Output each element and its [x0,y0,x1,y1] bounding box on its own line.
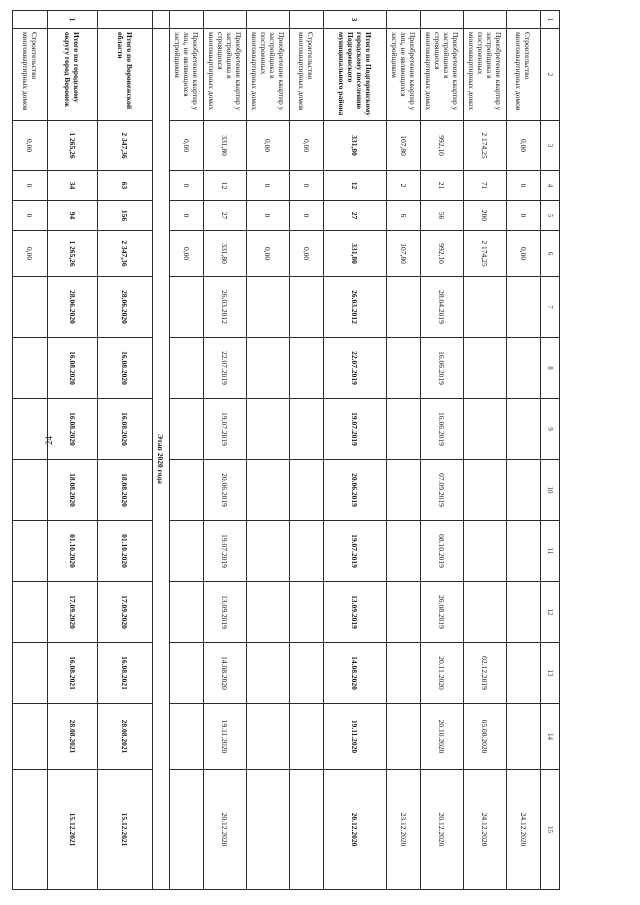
cell-c5: 94 [48,201,98,231]
cell-c14 [170,704,204,770]
cell-c10: 07.09.2019 [421,460,464,521]
cell-c5: 27 [204,201,247,231]
cell-c11: 01.10.2020 [48,521,98,582]
row-name: Строительство многоквартирных домов [507,29,541,121]
row-name: Приобретение квартир у лиц, не являющихся застройщиком [170,29,204,121]
cell-c8: 22.07.2019 [204,338,247,399]
cell-c4: 71 [464,171,507,201]
cell-c3: 0,00 [170,121,204,171]
cell-c14: 05.08.2020 [464,704,507,770]
cell-c4: 0 [507,171,541,201]
cell-c9 [387,399,421,460]
cell-c11 [13,521,48,582]
cell-c15: 15.12.2021 [98,770,153,890]
cell-c5: 200 [464,201,507,231]
cell-c10 [290,460,324,521]
cell-c14: 28.08.2021 [98,704,153,770]
cell-c14 [247,704,290,770]
cell-c6: 0,00 [290,231,324,277]
cell-c5: 6 [387,201,421,231]
cell-c9 [290,399,324,460]
cell-c11: 08.10.2019 [421,521,464,582]
table-row [170,11,204,890]
cell-c15: 23.12.2020 [387,770,421,890]
cell-c11 [507,521,541,582]
cell-c6: 992,10 [421,231,464,277]
cell-c12 [13,582,48,643]
cell-c3: 0,00 [507,121,541,171]
column-number: 2 [541,29,560,121]
cell-c14: 28.08.2021 [48,704,98,770]
row-number-cell [421,11,464,29]
row-number-cell [247,11,290,29]
cell-c13 [507,643,541,704]
cell-c6: 1 265,26 [48,231,98,277]
cell-c9 [170,399,204,460]
cell-c4: 34 [48,171,98,201]
row-name: Итого по городскому округу город Воронеж [48,29,98,121]
cell-c6: 0,00 [13,231,48,277]
cell-c3: 331,80 [204,121,247,171]
cell-c9: 16.06.2019 [421,399,464,460]
table-row [13,11,48,890]
cell-c11: 01.10.2020 [98,521,153,582]
cell-c5: 56 [421,201,464,231]
cell-c4: 0 [290,171,324,201]
cell-c9: 16.08.2020 [98,399,153,460]
cell-c9 [247,399,290,460]
cell-c5: 156 [98,201,153,231]
cell-c6: 107,80 [387,231,421,277]
cell-c13 [13,643,48,704]
column-number: 1 [541,11,560,29]
table-row [290,11,324,890]
cell-c15 [290,770,324,890]
cell-c10 [247,460,290,521]
cell-c6: 0,00 [507,231,541,277]
cell-c8 [387,338,421,399]
cell-c13: 14.08.2020 [324,643,387,704]
table-row [421,11,464,890]
column-number: 8 [541,338,560,399]
cell-c3: 1 265,26 [48,121,98,171]
page-number: 24 [44,436,54,445]
cell-c14 [290,704,324,770]
cell-c9 [464,399,507,460]
cell-c12 [507,582,541,643]
cell-c5: 0 [13,201,48,231]
table-row [204,11,247,890]
cell-c4: 0 [247,171,290,201]
cell-c11: 19.07.2019 [324,521,387,582]
total-row-voronezh [48,11,98,890]
cell-c11 [387,521,421,582]
cell-c12 [387,582,421,643]
cell-c12: 17.09.2020 [48,582,98,643]
cell-c3: 331,80 [324,121,387,171]
row-name: Строительство многоквартирных домов [290,29,324,121]
cell-c15: 24.12.2020 [464,770,507,890]
column-number: 9 [541,399,560,460]
cell-c6: 331,80 [204,231,247,277]
row-name: Приобретение квартир у застройщика в строящихся многоквартирных домах [204,29,247,121]
cell-c7 [13,277,48,338]
column-number: 3 [541,121,560,171]
column-number: 5 [541,201,560,231]
cell-c7: 28.04.2019 [421,277,464,338]
cell-c3: 992,10 [421,121,464,171]
cell-c4: 63 [98,171,153,201]
cell-c4: 0 [13,171,48,201]
cell-c9: 19.07.2019 [204,399,247,460]
cell-c15 [247,770,290,890]
cell-c4: 21 [421,171,464,201]
cell-c4: 12 [204,171,247,201]
column-number: 14 [541,704,560,770]
column-number: 13 [541,643,560,704]
cell-c7: 26.03.2012 [324,277,387,338]
cell-c15: 20.12.2020 [204,770,247,890]
cell-c13 [247,643,290,704]
column-number: 7 [541,277,560,338]
cell-c7: 28.06.2020 [48,277,98,338]
cell-c5: 0 [170,201,204,231]
cell-c10 [464,460,507,521]
cell-c10: 18.08.2020 [98,460,153,521]
stage-blank-cell [153,11,170,29]
row-number-cell [290,11,324,29]
cell-c15: 24.12.2020 [507,770,541,890]
cell-c6: 0,00 [247,231,290,277]
cell-c7 [247,277,290,338]
cell-c8 [247,338,290,399]
column-number: 11 [541,521,560,582]
cell-c6: 0,00 [170,231,204,277]
cell-c8 [170,338,204,399]
cell-c10: 20.06.2019 [324,460,387,521]
column-number-row [541,11,560,890]
stage-row [153,11,170,890]
cell-c14 [387,704,421,770]
cell-c14 [13,704,48,770]
cell-c12: 17.09.2020 [98,582,153,643]
cell-c12: 13.09.2019 [324,582,387,643]
total-row-podgorensk [324,11,387,890]
cell-c12 [290,582,324,643]
column-number: 6 [541,231,560,277]
cell-c8 [507,338,541,399]
row-number-cell: 3 [324,11,387,29]
row-number-cell [464,11,507,29]
row-name: Приобретение квартир у застройщика в построенных многоквартирных домах [247,29,290,121]
cell-c8 [13,338,48,399]
column-number: 4 [541,171,560,201]
row-number-cell [170,11,204,29]
cell-c9: 19.07.2019 [324,399,387,460]
cell-c8 [464,338,507,399]
cell-c6: 2 174,25 [464,231,507,277]
column-number: 12 [541,582,560,643]
cell-c13 [387,643,421,704]
cell-c9 [13,399,48,460]
cell-c12: 26.08.2019 [421,582,464,643]
column-number: 15 [541,770,560,890]
table-row [387,11,421,890]
cell-c7: 28.06.2020 [98,277,153,338]
row-name: Приобретение квартир у застройщика в строящихся многоквартирных домах [421,29,464,121]
row-number-cell [507,11,541,29]
cell-c6: 331,80 [324,231,387,277]
cell-c6: 2 347,36 [98,231,153,277]
cell-c8: 16.08.2020 [48,338,98,399]
cell-c3: 0,00 [247,121,290,171]
cell-c12 [170,582,204,643]
cell-c15: 15.12.2021 [48,770,98,890]
cell-c4: 2 [387,171,421,201]
cell-c7 [464,277,507,338]
cell-c3: 0,00 [13,121,48,171]
cell-c10 [13,460,48,521]
cell-c15: 20.12.2020 [324,770,387,890]
cell-c14: 19.11.2020 [204,704,247,770]
cell-c12 [464,582,507,643]
cell-c4: 0 [170,171,204,201]
cell-c8 [290,338,324,399]
row-number-cell [98,11,153,29]
cell-c13: 14.08.2020 [204,643,247,704]
cell-c3: 107,80 [387,121,421,171]
cell-c14 [507,704,541,770]
cell-c12: 13.09.2019 [204,582,247,643]
cell-c15 [13,770,48,890]
cell-c7 [387,277,421,338]
row-name: Приобретение квартир у застройщика в построенных многоквартирных домах [464,29,507,121]
cell-c9 [507,399,541,460]
cell-c7 [290,277,324,338]
row-number-cell [204,11,247,29]
cell-c11 [247,521,290,582]
table-row [507,11,541,890]
row-name: Итого по Воронежской области [98,29,153,121]
cell-c5: 0 [290,201,324,231]
data-table [12,10,560,890]
cell-c5: 0 [507,201,541,231]
cell-c11: 19.07.2019 [204,521,247,582]
table-row [464,11,507,890]
cell-c5: 0 [247,201,290,231]
cell-c7: 26.03.2012 [204,277,247,338]
row-number-cell [387,11,421,29]
cell-c13: 02.12.2019 [464,643,507,704]
cell-c10: 20.06.2019 [204,460,247,521]
cell-c14: 19.11.2020 [324,704,387,770]
cell-c10 [170,460,204,521]
cell-c3: 2 347,36 [98,121,153,171]
cell-c4: 12 [324,171,387,201]
cell-c7 [170,277,204,338]
cell-c13: 16.08.2021 [98,643,153,704]
cell-c13: 16.08.2021 [48,643,98,704]
cell-c8: 22.07.2019 [324,338,387,399]
cell-c5: 27 [324,201,387,231]
cell-c10: 18.08.2020 [48,460,98,521]
stage-title: Этап 2020 года [153,29,170,890]
row-name: Приобретение квартир у лиц, не являющихся застройщиком [387,29,421,121]
cell-c11 [290,521,324,582]
cell-c8: 16.06.2019 [421,338,464,399]
cell-c13 [290,643,324,704]
cell-c7 [507,277,541,338]
cell-c11 [170,521,204,582]
cell-c12 [247,582,290,643]
cell-c8: 16.08.2020 [98,338,153,399]
cell-c10 [507,460,541,521]
cell-c11 [464,521,507,582]
cell-c9: 16.08.2020 [48,399,98,460]
cell-c14: 20.10.2020 [421,704,464,770]
cell-c10 [387,460,421,521]
total-row-region [98,11,153,890]
rotated-table-container [21,10,560,890]
cell-c3: 0,00 [290,121,324,171]
cell-c13 [170,643,204,704]
row-number-cell: 1 [48,11,98,29]
column-number: 10 [541,460,560,521]
cell-c15 [170,770,204,890]
cell-c13: 20.11.2020 [421,643,464,704]
table-row [247,11,290,890]
cell-c15: 20.12.2020 [421,770,464,890]
row-number-cell [13,11,48,29]
row-name: Итого по Подгоренскому городскому поселению Подгоренского муниципального района [324,29,387,121]
row-name: Строительство многоквартирных домов [13,29,48,121]
cell-c3: 2 174,25 [464,121,507,171]
